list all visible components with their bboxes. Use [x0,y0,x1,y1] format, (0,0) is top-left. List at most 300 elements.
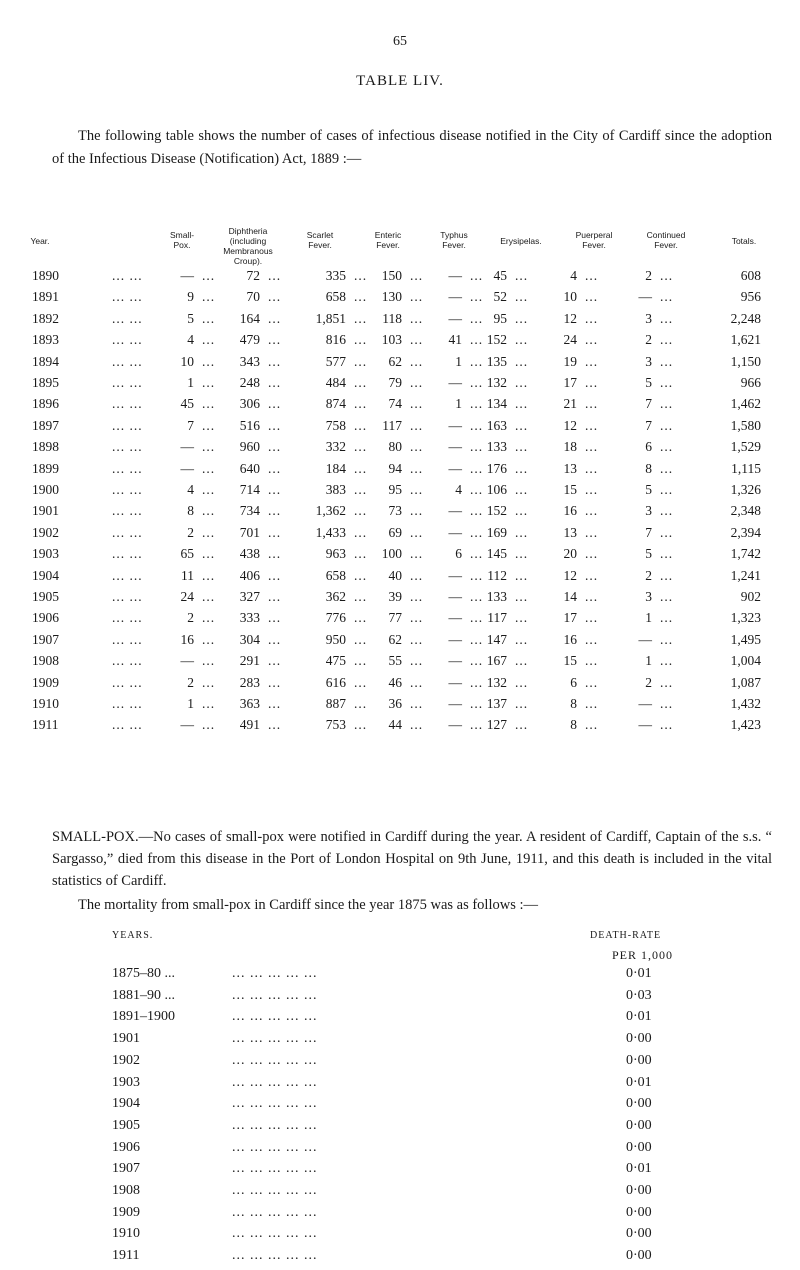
leader-dots: ... ... ... ... ... [232,1161,318,1177]
leader-dots: ... [470,674,484,690]
value-cell: — [180,268,194,283]
leader-dots: ... [354,546,368,562]
value-cell: 176 [486,460,507,476]
leader-dots: ... [268,482,282,497]
table-row [0,268,800,290]
leader-dots: ... [470,653,484,669]
value-cell: 304 [239,631,260,647]
table-row [0,696,800,718]
leader-dots: ... [354,439,368,455]
value-cell: 24 [563,332,577,348]
value-cell: 4 [187,332,194,348]
leader-dots: ... ... [112,289,143,305]
table-row [0,332,800,354]
value-cell: 1,462 [730,396,761,412]
leader-dots: ... [410,310,424,326]
leader-dots: ... [515,524,529,540]
year-cell: 1904 [32,567,59,583]
value-cell: 137 [486,696,507,711]
leader-dots: ... [410,268,424,283]
leader-dots: ... [202,631,216,647]
value-cell: 2 [645,674,652,690]
leader-dots: ... [410,482,424,497]
value-cell: — [448,417,462,433]
leader-dots: ... [515,332,529,348]
value-cell: 145 [486,546,507,562]
value-cell: 20 [563,546,577,562]
value-cell: 1,621 [730,332,761,348]
leader-dots: ... [410,696,424,711]
leader-dots: ... [470,353,484,369]
value-cell: 475 [325,653,346,669]
value-cell: 816 [325,332,346,348]
value-cell: 438 [239,546,260,562]
value-cell: 956 [740,289,761,305]
leader-dots: ... [660,631,674,647]
leader-dots: ... ... ... ... ... [232,1096,318,1112]
value-cell: 1 [187,375,194,390]
leader-dots: ... [354,289,368,305]
leader-dots: ... [660,653,674,669]
value-cell: 2,348 [730,503,761,519]
death-rate-value: 0·00 [626,1248,652,1264]
leader-dots: ... ... [112,674,143,690]
value-cell: 1 [645,653,652,669]
leader-dots: ... [515,546,529,562]
year-cell: 1898 [32,439,59,455]
leader-dots: ... [202,460,216,476]
table-row [0,525,800,547]
leader-dots: ... [410,610,424,626]
mortality-year: 1903 [112,1074,140,1090]
table-row [0,675,800,697]
leader-dots: ... [660,589,674,604]
table-row [0,610,800,632]
leader-dots: ... [268,503,282,519]
value-cell: 406 [239,567,260,583]
leader-dots: ... [354,396,368,412]
leader-dots: ... ... [112,546,143,562]
leader-dots: ... [470,717,484,733]
value-cell: 15 [563,482,577,497]
leader-dots: ... [202,268,216,283]
value-cell: 1 [455,353,462,369]
value-cell: — [448,439,462,455]
leader-dots: ... [202,717,216,733]
value-cell: 5 [645,546,652,562]
value-cell: 12 [563,310,577,326]
value-cell: 13 [563,524,577,540]
leader-dots: ... [660,610,674,626]
leader-dots: ... ... ... ... ... [232,987,318,1003]
year-cell: 1897 [32,417,59,433]
value-cell: — [180,653,194,669]
leader-dots: ... [202,417,216,433]
value-cell: 2 [187,524,194,540]
page-number: 65 [393,34,407,49]
column-header: Typhus Fever. [440,230,468,250]
mortality-row [0,988,800,1010]
table-row [0,546,800,568]
value-cell: 1,432 [730,696,761,711]
leader-dots: ... [515,503,529,519]
leader-dots: ... [585,567,599,583]
leader-dots: ... [410,353,424,369]
column-header: Enteric Fever. [374,230,402,250]
mortality-row [0,1140,800,1162]
value-cell: 1,433 [315,524,346,540]
table-row [0,418,800,440]
year-cell: 1910 [32,696,59,711]
leader-dots: ... [202,353,216,369]
leader-dots: ... [268,524,282,540]
value-cell: — [448,268,462,283]
value-cell: 44 [388,717,402,733]
leader-dots: ... [585,610,599,626]
year-cell: 1894 [32,353,59,369]
year-cell: 1890 [32,268,59,283]
leader-dots: ... ... [112,353,143,369]
year-cell: 1908 [32,653,59,669]
leader-dots: ... ... [112,310,143,326]
leader-dots: ... [268,332,282,348]
leader-dots: ... [268,310,282,326]
leader-dots: ... [585,439,599,455]
leader-dots: ... [354,653,368,669]
year-cell: 1907 [32,631,59,647]
leader-dots: ... [660,460,674,476]
leader-dots: ... ... [112,482,143,497]
leader-dots: ... [660,674,674,690]
value-cell: 147 [486,631,507,647]
table-row [0,717,800,739]
value-cell: 327 [239,589,260,604]
leader-dots: ... [515,482,529,497]
leader-dots: ... [585,696,599,711]
value-cell: 248 [239,375,260,390]
leader-dots: ... [585,717,599,733]
leader-dots: ... [515,439,529,455]
year-cell: 1906 [32,610,59,626]
value-cell: 383 [325,482,346,497]
mortality-year: 1908 [112,1183,140,1198]
column-header: Continued Fever. [646,230,686,250]
value-cell: — [638,696,652,711]
death-rate-value: 0·01 [626,966,652,981]
year-cell: 1899 [32,460,59,476]
leader-dots: ... [268,696,282,711]
leader-dots: ... [515,289,529,305]
value-cell: 6 [570,674,577,690]
value-cell: 164 [239,310,260,326]
leader-dots: ... [660,417,674,433]
value-cell: 283 [239,674,260,690]
leader-dots: ... [470,268,484,283]
value-cell: 608 [740,268,761,283]
value-cell: 701 [239,524,260,540]
leader-dots: ... ... ... ... ... [232,1009,318,1025]
value-cell: 132 [486,375,507,390]
year-cell: 1901 [32,503,59,519]
leader-dots: ... [515,674,529,690]
value-cell: — [448,503,462,519]
value-cell: 135 [486,353,507,369]
leader-dots: ... ... [112,375,143,390]
value-cell: 1,241 [730,567,761,583]
leader-dots: ... [585,674,599,690]
value-cell: 758 [325,417,346,433]
mortality-rate-header: DEATH-RATE [590,930,662,941]
leader-dots: ... [470,439,484,455]
leader-dots: ... [268,717,282,733]
value-cell: 73 [388,503,402,519]
leader-dots: ... [354,332,368,348]
value-cell: 6 [645,439,652,455]
mortality-row [0,966,800,988]
mortality-rate-subheader: PER 1,000 [612,948,674,962]
leader-dots: ... [202,524,216,540]
leader-dots: ... [585,396,599,412]
value-cell: 658 [325,289,346,305]
value-cell: 4 [455,482,462,497]
leader-dots: ... [660,503,674,519]
value-cell: 70 [246,289,260,305]
leader-dots: ... [268,567,282,583]
leader-dots: ... ... ... ... ... [232,1031,318,1047]
value-cell: 169 [486,524,507,540]
leader-dots: ... ... [112,417,143,433]
value-cell: 79 [388,375,402,390]
value-cell: 41 [448,332,462,348]
value-cell: 362 [325,589,346,604]
leader-dots: ... [470,524,484,540]
value-cell: 2 [187,610,194,626]
mortality-intro: The mortality from small-pox in Cardiff since the year 1875 was as follows :— [78,897,539,913]
value-cell: 7 [645,524,652,540]
value-cell: 2 [645,567,652,583]
leader-dots: ... [202,696,216,711]
value-cell: 106 [486,482,507,497]
value-cell: 52 [493,289,507,305]
value-cell: — [448,375,462,390]
value-cell: 19 [563,353,577,369]
leader-dots: ... [515,653,529,669]
value-cell: 874 [325,396,346,412]
value-cell: 24 [180,589,194,604]
death-rate-value: 0·00 [626,1183,652,1198]
mortality-row [0,1205,800,1227]
table-row [0,439,800,461]
value-cell: 95 [388,482,402,497]
mortality-year: 1910 [112,1226,140,1242]
value-cell: 2 [645,268,652,283]
leader-dots: ... [202,546,216,562]
value-cell: 1,423 [730,717,761,733]
table-row [0,289,800,311]
leader-dots: ... [585,460,599,476]
leader-dots: ... [410,375,424,390]
leader-dots: ... ... [112,524,143,540]
table-row [0,375,800,397]
leader-dots: ... [585,353,599,369]
leader-dots: ... [410,289,424,305]
leader-dots: ... [470,503,484,519]
value-cell: 1,326 [730,482,761,497]
leader-dots: ... [515,567,529,583]
mortality-row [0,1009,800,1031]
value-cell: 45 [493,268,507,283]
value-cell: 13 [563,460,577,476]
leader-dots: ... [202,332,216,348]
table-row [0,589,800,611]
mortality-year: 1902 [112,1052,140,1068]
leader-dots: ... [585,589,599,604]
value-cell: 332 [325,439,346,455]
death-rate-value: 0·00 [626,1226,652,1242]
leader-dots: ... [410,717,424,733]
year-cell: 1905 [32,589,59,604]
value-cell: 640 [239,460,260,476]
column-header: Totals. [731,236,757,246]
leader-dots: ... ... [112,589,143,604]
mortality-year: 1881–90 ... [112,987,175,1003]
leader-dots: ... [354,567,368,583]
table-row [0,354,800,376]
leader-dots: ... [515,717,529,733]
value-cell: 5 [645,482,652,497]
value-cell: 11 [181,567,194,583]
leader-dots: ... [660,332,674,348]
leader-dots: ... [202,396,216,412]
leader-dots: ... ... [112,567,143,583]
value-cell: 2,394 [730,524,761,540]
value-cell: 7 [187,417,194,433]
column-header: Erysipelas. [500,236,542,246]
leader-dots: ... [354,524,368,540]
value-cell: 112 [487,567,507,583]
leader-dots: ... [410,439,424,455]
value-cell: 658 [325,567,346,583]
leader-dots: ... [268,610,282,626]
leader-dots: ... ... ... ... ... [232,1139,318,1155]
value-cell: 10 [180,353,194,369]
value-cell: — [448,696,462,711]
leader-dots: ... [660,567,674,583]
value-cell: — [638,631,652,647]
leader-dots: ... [268,417,282,433]
value-cell: 72 [246,268,260,283]
value-cell: — [180,439,194,455]
leader-dots: ... [410,653,424,669]
value-cell: 46 [388,674,402,690]
value-cell: 77 [388,610,402,626]
leader-dots: ... [410,631,424,647]
value-cell: 3 [645,503,652,519]
value-cell: 4 [187,482,194,497]
leader-dots: ... ... [112,460,143,476]
leader-dots: ... [410,503,424,519]
value-cell: — [180,460,194,476]
leader-dots: ... [202,674,216,690]
table-row [0,311,800,333]
value-cell: 4 [570,268,577,283]
value-cell: 1,495 [730,631,761,647]
leader-dots: ... ... [112,696,143,711]
leader-dots: ... [515,610,529,626]
mortality-row [0,1161,800,1183]
value-cell: 69 [388,524,402,540]
value-cell: 55 [388,653,402,669]
value-cell: 714 [239,482,260,497]
mortality-row [0,1053,800,1075]
table-row [0,396,800,418]
value-cell: 1,529 [730,439,761,455]
value-cell: — [448,589,462,604]
value-cell: 491 [239,717,260,733]
leader-dots: ... [410,589,424,604]
value-cell: 1,087 [730,674,761,690]
leader-dots: ... [202,375,216,390]
value-cell: 753 [325,717,346,733]
year-cell: 1903 [32,546,59,562]
leader-dots: ... [354,353,368,369]
leader-dots: ... ... [112,268,143,283]
year-cell: 1891 [32,289,59,305]
value-cell: 8 [645,460,652,476]
leader-dots: ... [268,460,282,476]
leader-dots: ... [202,289,216,305]
leader-dots: ... ... ... ... ... [232,1183,318,1198]
leader-dots: ... [202,310,216,326]
leader-dots: ... [660,310,674,326]
leader-dots: ... [585,375,599,390]
leader-dots: ... ... ... ... ... [232,1052,318,1068]
leader-dots: ... ... [112,653,143,669]
table-row [0,653,800,675]
leader-dots: ... [660,546,674,562]
mortality-year: 1906 [112,1139,140,1155]
leader-dots: ... [268,653,282,669]
leader-dots: ... [585,310,599,326]
leader-dots: ... [660,396,674,412]
leader-dots: ... [585,268,599,283]
year-cell: 1902 [32,524,59,540]
leader-dots: ... ... ... ... ... [232,1117,318,1133]
leader-dots: ... [470,310,484,326]
leader-dots: ... [470,289,484,305]
leader-dots: ... [585,417,599,433]
value-cell: 14 [563,589,577,604]
value-cell: 9 [187,289,194,305]
year-cell: 1892 [32,310,59,326]
value-cell: — [638,289,652,305]
leader-dots: ... [354,631,368,647]
table-row [0,632,800,654]
value-cell: 40 [388,567,402,583]
value-cell: 184 [325,460,346,476]
value-cell: 74 [388,396,402,412]
leader-dots: ... [660,268,674,283]
leader-dots: ... [410,460,424,476]
value-cell: 363 [239,696,260,711]
leader-dots: ... [470,375,484,390]
value-cell: 6 [455,546,462,562]
value-cell: 479 [239,332,260,348]
mortality-row [0,1248,800,1270]
value-cell: 10 [563,289,577,305]
year-cell: 1893 [32,332,59,348]
value-cell: — [448,717,462,733]
